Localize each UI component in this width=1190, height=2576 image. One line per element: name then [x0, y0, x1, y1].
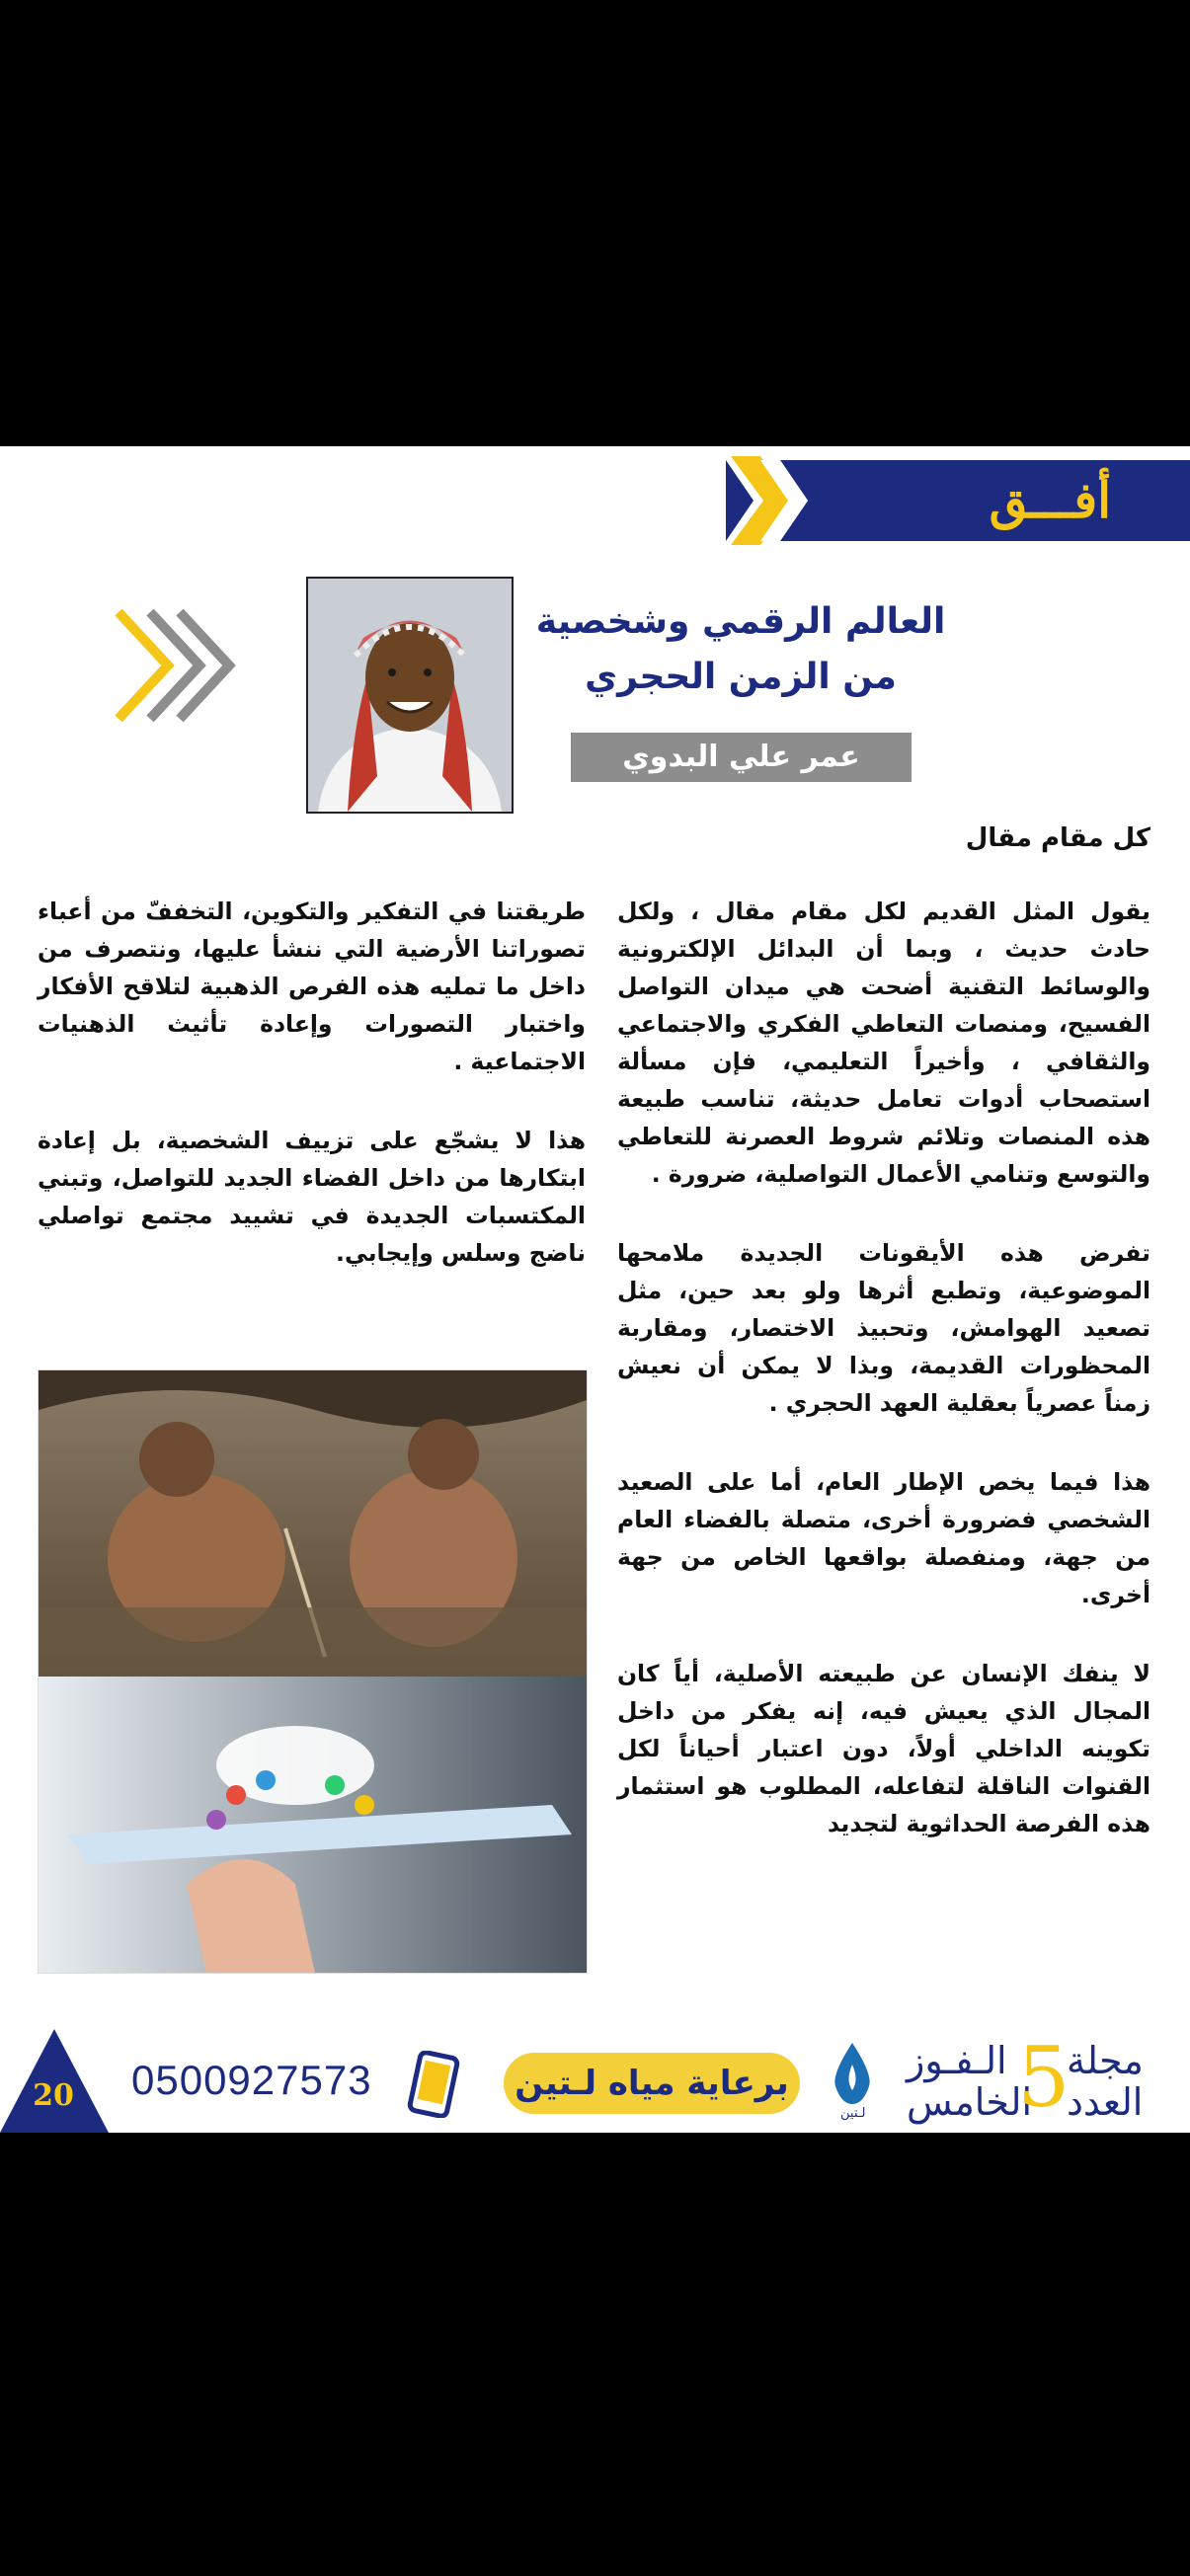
magazine-name: مجلة [1067, 2039, 1144, 2082]
magazine-issue-part: الخامس [907, 2080, 1033, 2124]
paragraph: لا ينفك الإنسان عن طبيعته الأصلية، أياً كان المجال الذي يعيش فيه، إنه يفكر من داخل تكوينه الداخلي أولاً، دون اعتبار أحياناً لكل القنوات الناقلة لتفاعله، المطلوب هو استثمار هذه الفرصة الحداثوية لتجديد [617, 1660, 1150, 1837]
article-title-line-2: من الزمن الحجري [585, 657, 897, 697]
chevron-decoration-icon [109, 604, 237, 728]
article-image [38, 1369, 588, 1974]
phone-number: 0500927573 [131, 2057, 372, 2103]
paragraph: تفرض هذه الأيقونات الجديدة ملامحها الموضوعية، وتطبع أثرها ولو بعد حين، مثل تصعيد الهوامش، وتحبيذ الاختصار، ومقاربة المحظورات القديمة، وبذا لا يمكن أن نعيش زمناً عصرياً بعقلية العهد الحجري . [617, 1239, 1150, 1417]
page-number: 20 [33, 2078, 74, 2113]
magazine-name-part: الـفـوز [907, 2039, 1007, 2082]
paragraph: هذا فيما يخص الإطار العام، أما على الصعيد الشخصي فضرورة أخرى، متصلة بالفضاء العام من جهة، ومنفصلة بواقعها الخاص من جهة أخرى. [617, 1468, 1150, 1608]
article-column-right [617, 893, 1150, 1884]
article-column-left [38, 893, 586, 1313]
author-name: عمر علي البدوي [571, 733, 912, 782]
paragraph: طريقتنا في التفكير والتكوين، التخففّ من أعباء تصوراتنا الأرضية التي ننشأ عليها، ونتصرف من داخل ما تمليه هذه الفرص الذهبية لتلاقح الأفكار واختبار التصورات وإعادة تأثيث الذهنيات الاجتماعية . [38, 898, 586, 1075]
sponsor-badge: برعاية مياه لـتين [504, 2053, 800, 2114]
article-title-block [514, 594, 968, 705]
paragraph: هذا لا يشجّع على تزييف الشخصية، بل إعادة ابتكارها من داخل الفضاء الجديد للتواصل، وتبني المكتسبات الجديدة في تشييد مجتمع تواصلي ناضج وسلس وإيجابي. [38, 1127, 586, 1267]
section-lead: كل مقام مقال [965, 823, 1150, 853]
paragraph: يقول المثل القديم لكل مقام مقال ، ولكل حادث حديث ، وبما أن البدائل الإلكترونية والوسائط التقنية أضحت هي ميدان التواصل الفسيح، ومنصات التعاطي الفكري والاجتماعي والثقافي ، وأخيراً التعليمي، فإن مسألة استصحاب أدوات تعامل حديثة، تناسب طبيعة هذه المنصات وتلائم شروط العصرنة للتعاطي والتوسع وتنامي الأعمال التواصلية، ضرورة . [617, 898, 1150, 1188]
author-portrait [306, 577, 514, 814]
mobile-phone-icon [405, 2051, 464, 2118]
water-drop-logo-icon [828, 2039, 877, 2108]
article-title-line-1: العالم الرقمي وشخصية [535, 601, 946, 642]
footer [0, 2029, 1190, 2133]
section-title: أفـــق [989, 471, 1111, 529]
issue-number: 5 [1017, 2029, 1071, 2126]
brand-caption: لـتين [840, 2106, 866, 2121]
magazine-issue-label: العدد [1067, 2080, 1144, 2124]
magazine-page [0, 446, 1190, 2133]
